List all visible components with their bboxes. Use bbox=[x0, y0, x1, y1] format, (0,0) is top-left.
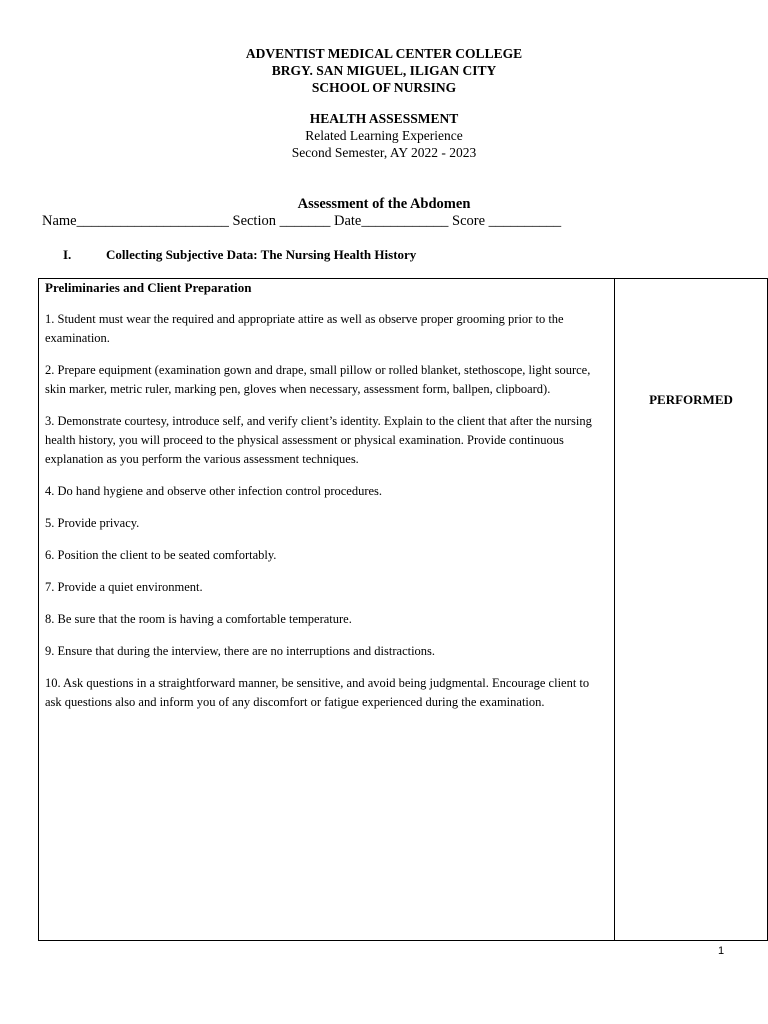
course-subtitle: Related Learning Experience bbox=[305, 128, 463, 143]
section-heading bbox=[63, 247, 416, 263]
score-field[interactable]: Score __________ bbox=[452, 213, 562, 229]
steps-cell bbox=[39, 279, 615, 941]
performed-cell[interactable] bbox=[615, 279, 768, 941]
checklist-step: 10. Ask questions in a straightforward manner, be sensitive, and avoid being judgmental. Encourage client to ask questions also and inform you of any discomfort or fatigue experienced during the examination. bbox=[45, 676, 590, 709]
checklist-step: 7. Provide a quiet environment. bbox=[45, 580, 203, 594]
performed-label: PERFORMED bbox=[649, 392, 733, 407]
date-field[interactable]: Date____________ bbox=[334, 213, 449, 229]
checklist-step: 2. Prepare equipment (examination gown and drape, small pillow or rolled blanket, stethoscope, light source, skin marker, metric ruler, marking pen, gloves when necessary, assessment form, ballpen, clipboard). bbox=[45, 363, 591, 396]
checklist-step: 5. Provide privacy. bbox=[45, 516, 140, 530]
checklist-step: 8. Be sure that the room is having a comfortable temperature. bbox=[45, 612, 352, 626]
student-info-fields bbox=[42, 213, 561, 230]
section-title: Collecting Subjective Data: The Nursing Health History bbox=[106, 247, 417, 262]
section-number: I. bbox=[63, 247, 72, 262]
name-field[interactable]: Name_____________________ bbox=[42, 213, 229, 229]
college-name: ADVENTIST MEDICAL CENTER COLLEGE bbox=[245, 46, 523, 61]
document-header bbox=[0, 45, 768, 161]
checklist-step: 1. Student must wear the required and appropriate attire as well as observe proper grooming prior to the examination. bbox=[45, 312, 564, 345]
college-address: BRGY. SAN MIGUEL, ILIGAN CITY bbox=[271, 63, 497, 78]
page-number: 1 bbox=[718, 945, 725, 957]
assessment-title: Assessment of the Abdomen bbox=[297, 196, 471, 212]
section-field[interactable]: Section _______ bbox=[232, 213, 331, 229]
table-heading: Preliminaries and Client Preparation bbox=[45, 280, 252, 295]
checklist-step: 3. Demonstrate courtesy, introduce self, and verify client’s identity. Explain to the client that after the nursing health history, you will proceed to the physical assessment or physical examination. Provide continuous explanation as you perform the various assessment techniques. bbox=[45, 414, 592, 466]
school-name: SCHOOL OF NURSING bbox=[311, 80, 457, 95]
checklist-table bbox=[38, 278, 768, 941]
academic-term: Second Semester, AY 2022 - 2023 bbox=[291, 145, 477, 160]
course-title: HEALTH ASSESSMENT bbox=[309, 111, 459, 126]
steps-list bbox=[45, 310, 606, 712]
checklist-step: 9. Ensure that during the interview, there are no interruptions and distractions. bbox=[45, 644, 436, 658]
checklist-step: 6. Position the client to be seated comfortably. bbox=[45, 548, 277, 562]
checklist-step: 4. Do hand hygiene and observe other infection control procedures. bbox=[45, 484, 383, 498]
